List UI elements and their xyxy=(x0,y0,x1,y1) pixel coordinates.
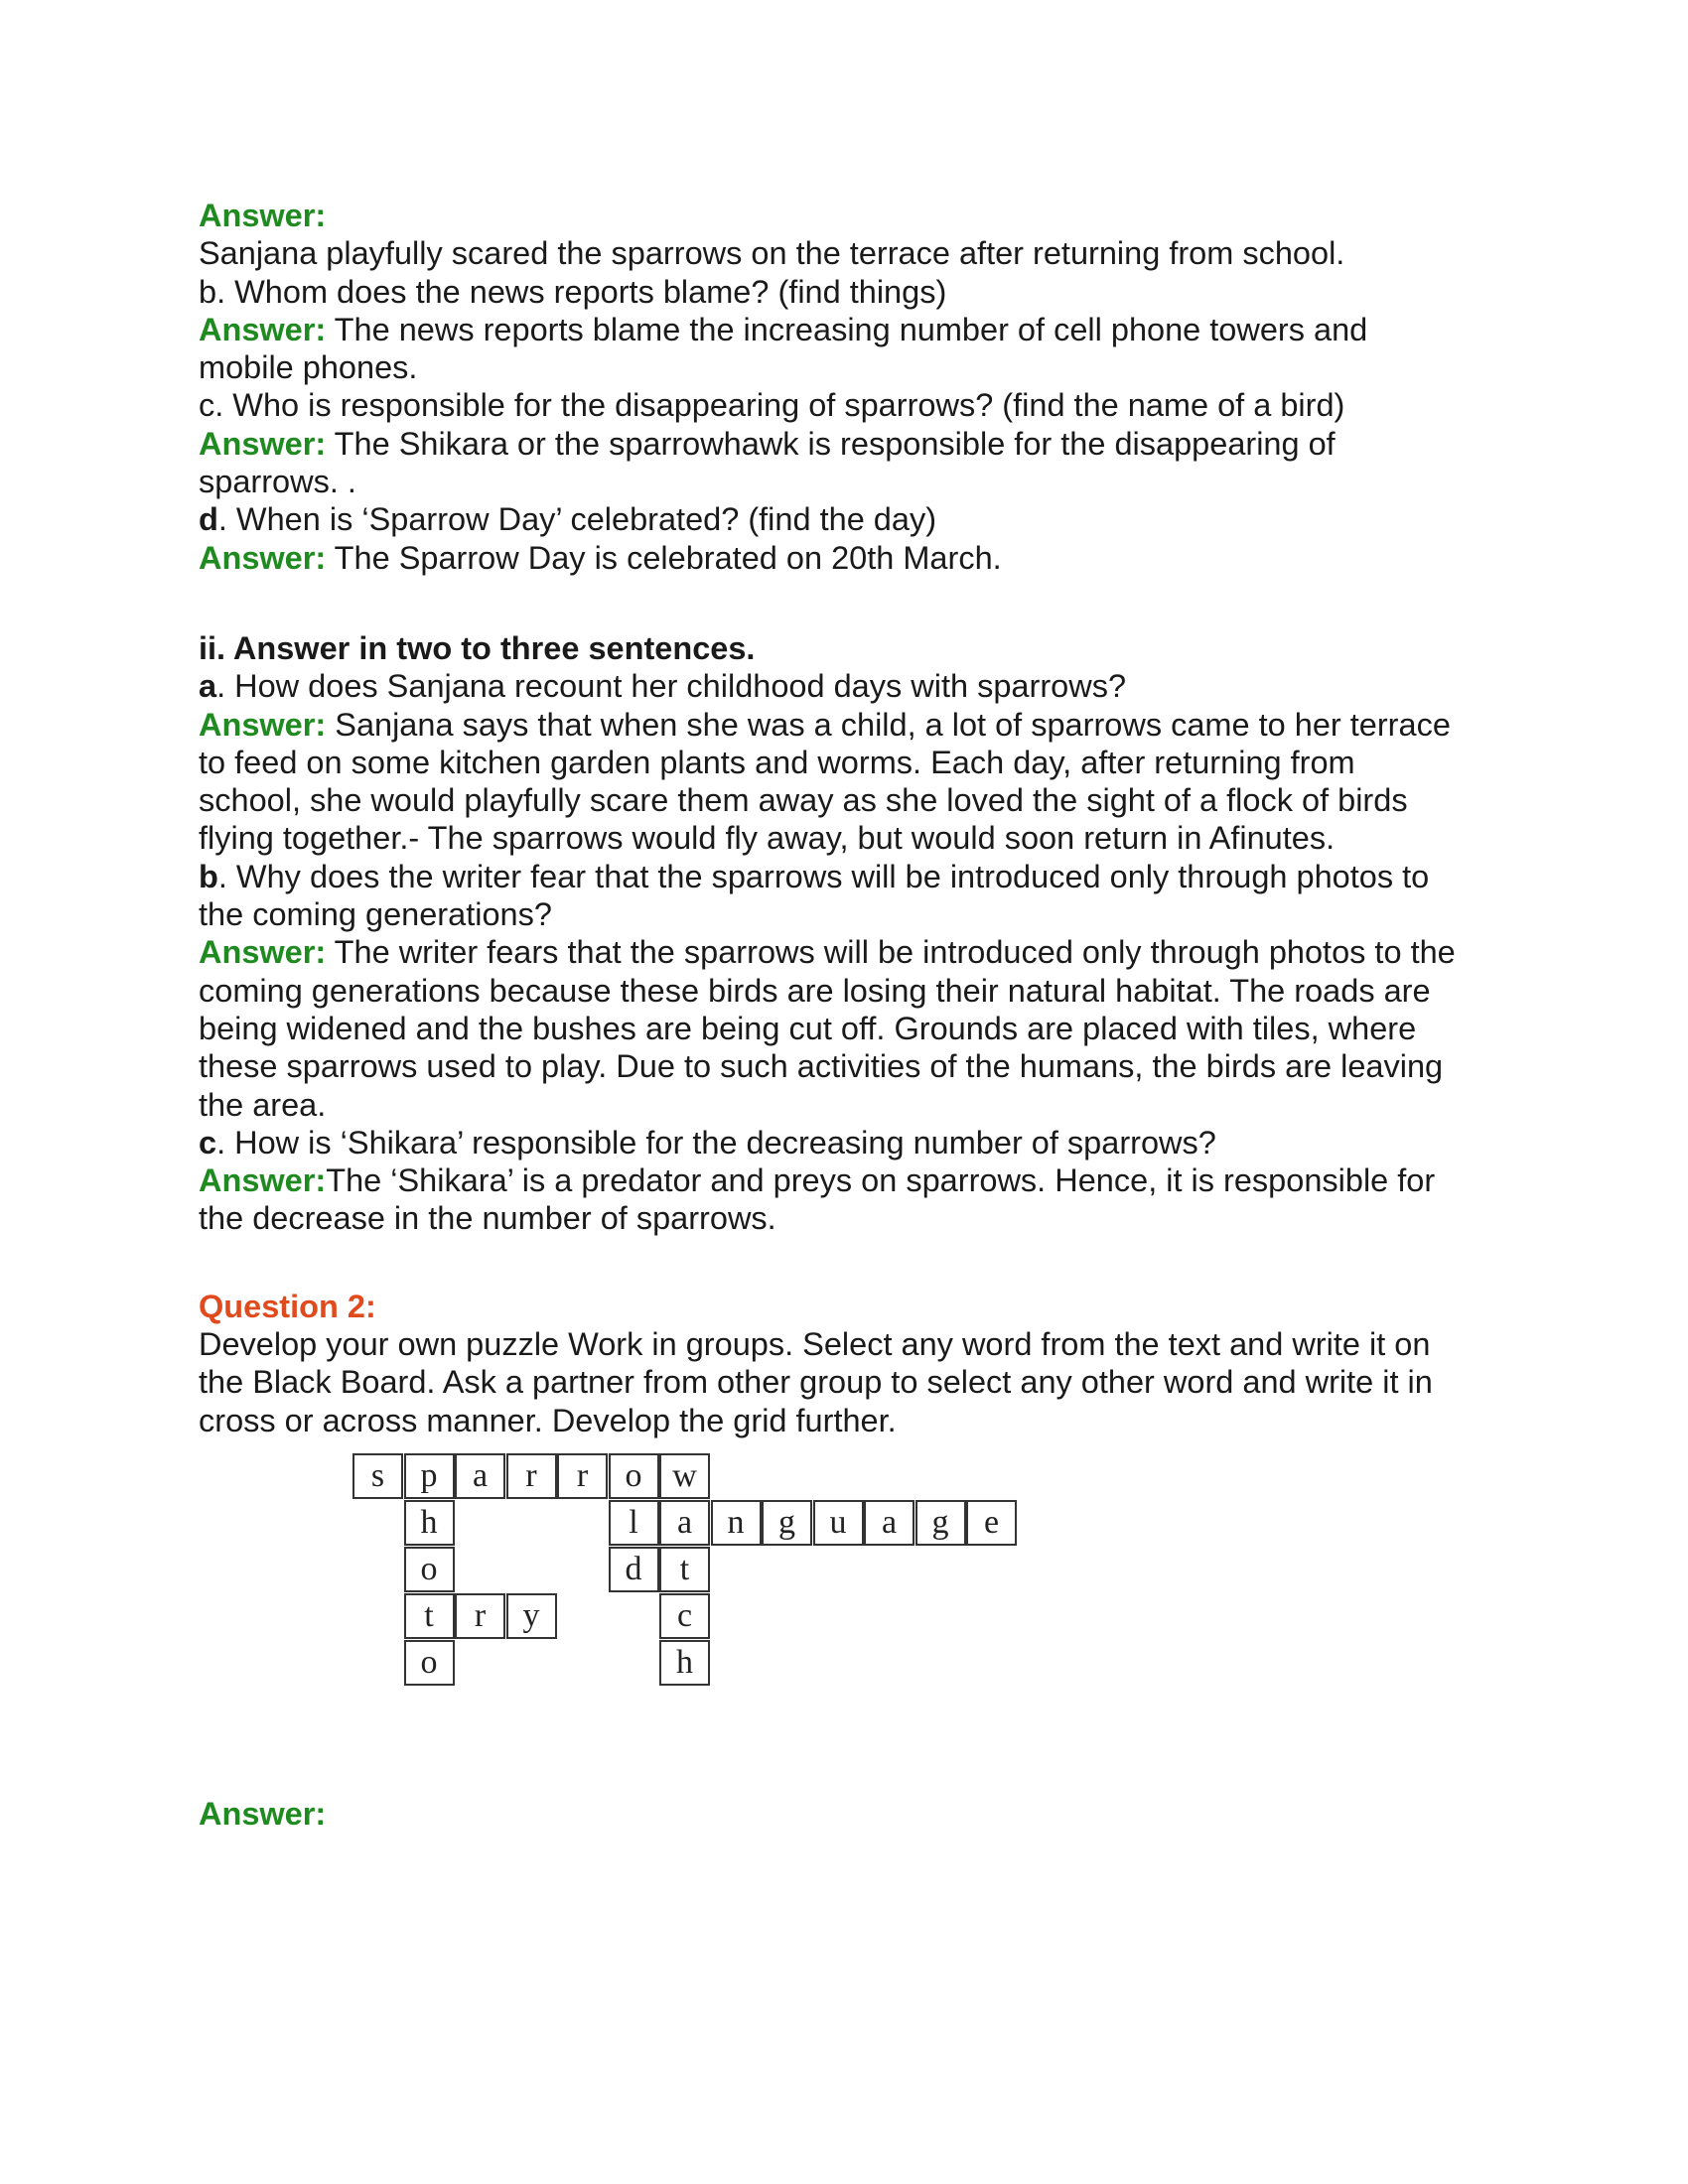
crossword-cell: w xyxy=(659,1453,710,1499)
crossword-cell: u xyxy=(813,1500,864,1546)
answer-b-cont: mobile phones. xyxy=(199,349,418,386)
document-body xyxy=(199,197,1509,1439)
crossword-cell: a xyxy=(864,1500,914,1546)
answer-c: Answer: The Shikara or the sparrowhawk is responsible for the disappearing of xyxy=(199,425,1336,462)
answer-2c-cont: the decrease in the number of sparrows. xyxy=(199,1200,776,1237)
crossword-cell: o xyxy=(609,1453,659,1499)
question-2c: c. How is ‘Shikara’ responsible for the decreasing number of sparrows? xyxy=(199,1124,1216,1160)
answer-a-text: Sanjana playfully scared the sparrows on the terrace after returning from school. xyxy=(199,235,1345,272)
section-heading-ii: ii. Answer in two to three sentences. xyxy=(199,629,756,666)
crossword-cell: r xyxy=(506,1453,557,1499)
crossword-cell: t xyxy=(404,1593,455,1639)
crossword-grid xyxy=(352,1453,1028,1702)
question-2-text-1: Develop your own puzzle Work in groups. Select any word from the text and write it on xyxy=(199,1326,1431,1363)
crossword-cell: a xyxy=(659,1500,710,1546)
crossword-cell: g xyxy=(762,1500,812,1546)
crossword-cell: h xyxy=(404,1500,455,1546)
crossword-cell: c xyxy=(659,1593,710,1639)
question-b: b. Whom does the news reports blame? (find things) xyxy=(199,273,947,310)
question-c: c. Who is responsible for the disappearing of sparrows? (find the name of a bird) xyxy=(199,387,1345,424)
question-2a: a. How does Sanjana recount her childhood days with sparrows? xyxy=(199,668,1127,705)
crossword-cell: g xyxy=(915,1500,966,1546)
answer-2a: Answer: Sanjana says that when she was a child, a lot of sparrows came to her terrace xyxy=(199,706,1451,743)
answer-2a-cont-3: flying together.- The sparrows would fly away, but would soon return in Afinutes. xyxy=(199,820,1336,857)
answer-d: Answer: The Sparrow Day is celebrated on 20th March. xyxy=(199,539,1002,576)
crossword-cell: o xyxy=(404,1547,455,1592)
crossword-cell: e xyxy=(966,1500,1017,1546)
answer-2a-cont-2: school, she would playfully scare them away as she loved the sight of a flock of birds xyxy=(199,782,1408,819)
question-d: d. When is ‘Sparrow Day’ celebrated? (find the day) xyxy=(199,501,937,538)
crossword-cell: o xyxy=(404,1640,455,1686)
crossword-cell: p xyxy=(404,1453,455,1499)
crossword-cell: n xyxy=(711,1500,762,1546)
crossword-cell: r xyxy=(455,1593,505,1639)
crossword-cell: y xyxy=(506,1593,557,1639)
question-2b: b. Why does the writer fear that the sparrows will be introduced only through photos to xyxy=(199,858,1430,894)
answer-c-cont: sparrows. . xyxy=(199,464,356,500)
crossword-cell: r xyxy=(557,1453,608,1499)
crossword-cell: d xyxy=(609,1547,659,1592)
final-answer-heading: Answer: xyxy=(199,1796,327,1832)
answer-2b-cont-3: these sparrows used to play. Due to such activities of the humans, the birds are leaving xyxy=(199,1048,1444,1085)
question-2-text-3: cross or across manner. Develop the grid further. xyxy=(199,1402,897,1438)
answer-2b-cont-1: coming generations because these birds are losing their natural habitat. The roads are xyxy=(199,972,1431,1009)
crossword-cell: l xyxy=(609,1500,659,1546)
answer-2b: Answer: The writer fears that the sparrows will be introduced only through photos to the xyxy=(199,934,1456,971)
crossword-cell: a xyxy=(455,1453,505,1499)
answer-heading: Answer: xyxy=(199,198,327,233)
question-2-text-2: the Black Board. Ask a partner from other group to select any other word and write it in xyxy=(199,1364,1433,1401)
spacer xyxy=(199,577,1509,629)
answer-2a-cont-1: to feed on some kitchen garden plants and worms. Each day, after returning from xyxy=(199,744,1355,780)
answer-2c: Answer:The ‘Shikara’ is a predator and preys on sparrows. Hence, it is responsible for xyxy=(199,1162,1436,1199)
crossword-cell: h xyxy=(659,1640,710,1686)
question-2b-cont: the coming generations? xyxy=(199,896,552,933)
crossword-cell: s xyxy=(352,1453,403,1499)
spacer xyxy=(199,1238,1509,1288)
crossword-cell: t xyxy=(659,1547,710,1592)
answer-2b-cont-2: being widened and the bushes are being cut off. Grounds are placed with tiles, where xyxy=(199,1010,1417,1046)
answer-b: Answer: The news reports blame the increasing number of cell phone towers and xyxy=(199,311,1368,347)
question-2-heading: Question 2: xyxy=(199,1288,376,1324)
answer-2b-cont-4: the area. xyxy=(199,1086,327,1123)
